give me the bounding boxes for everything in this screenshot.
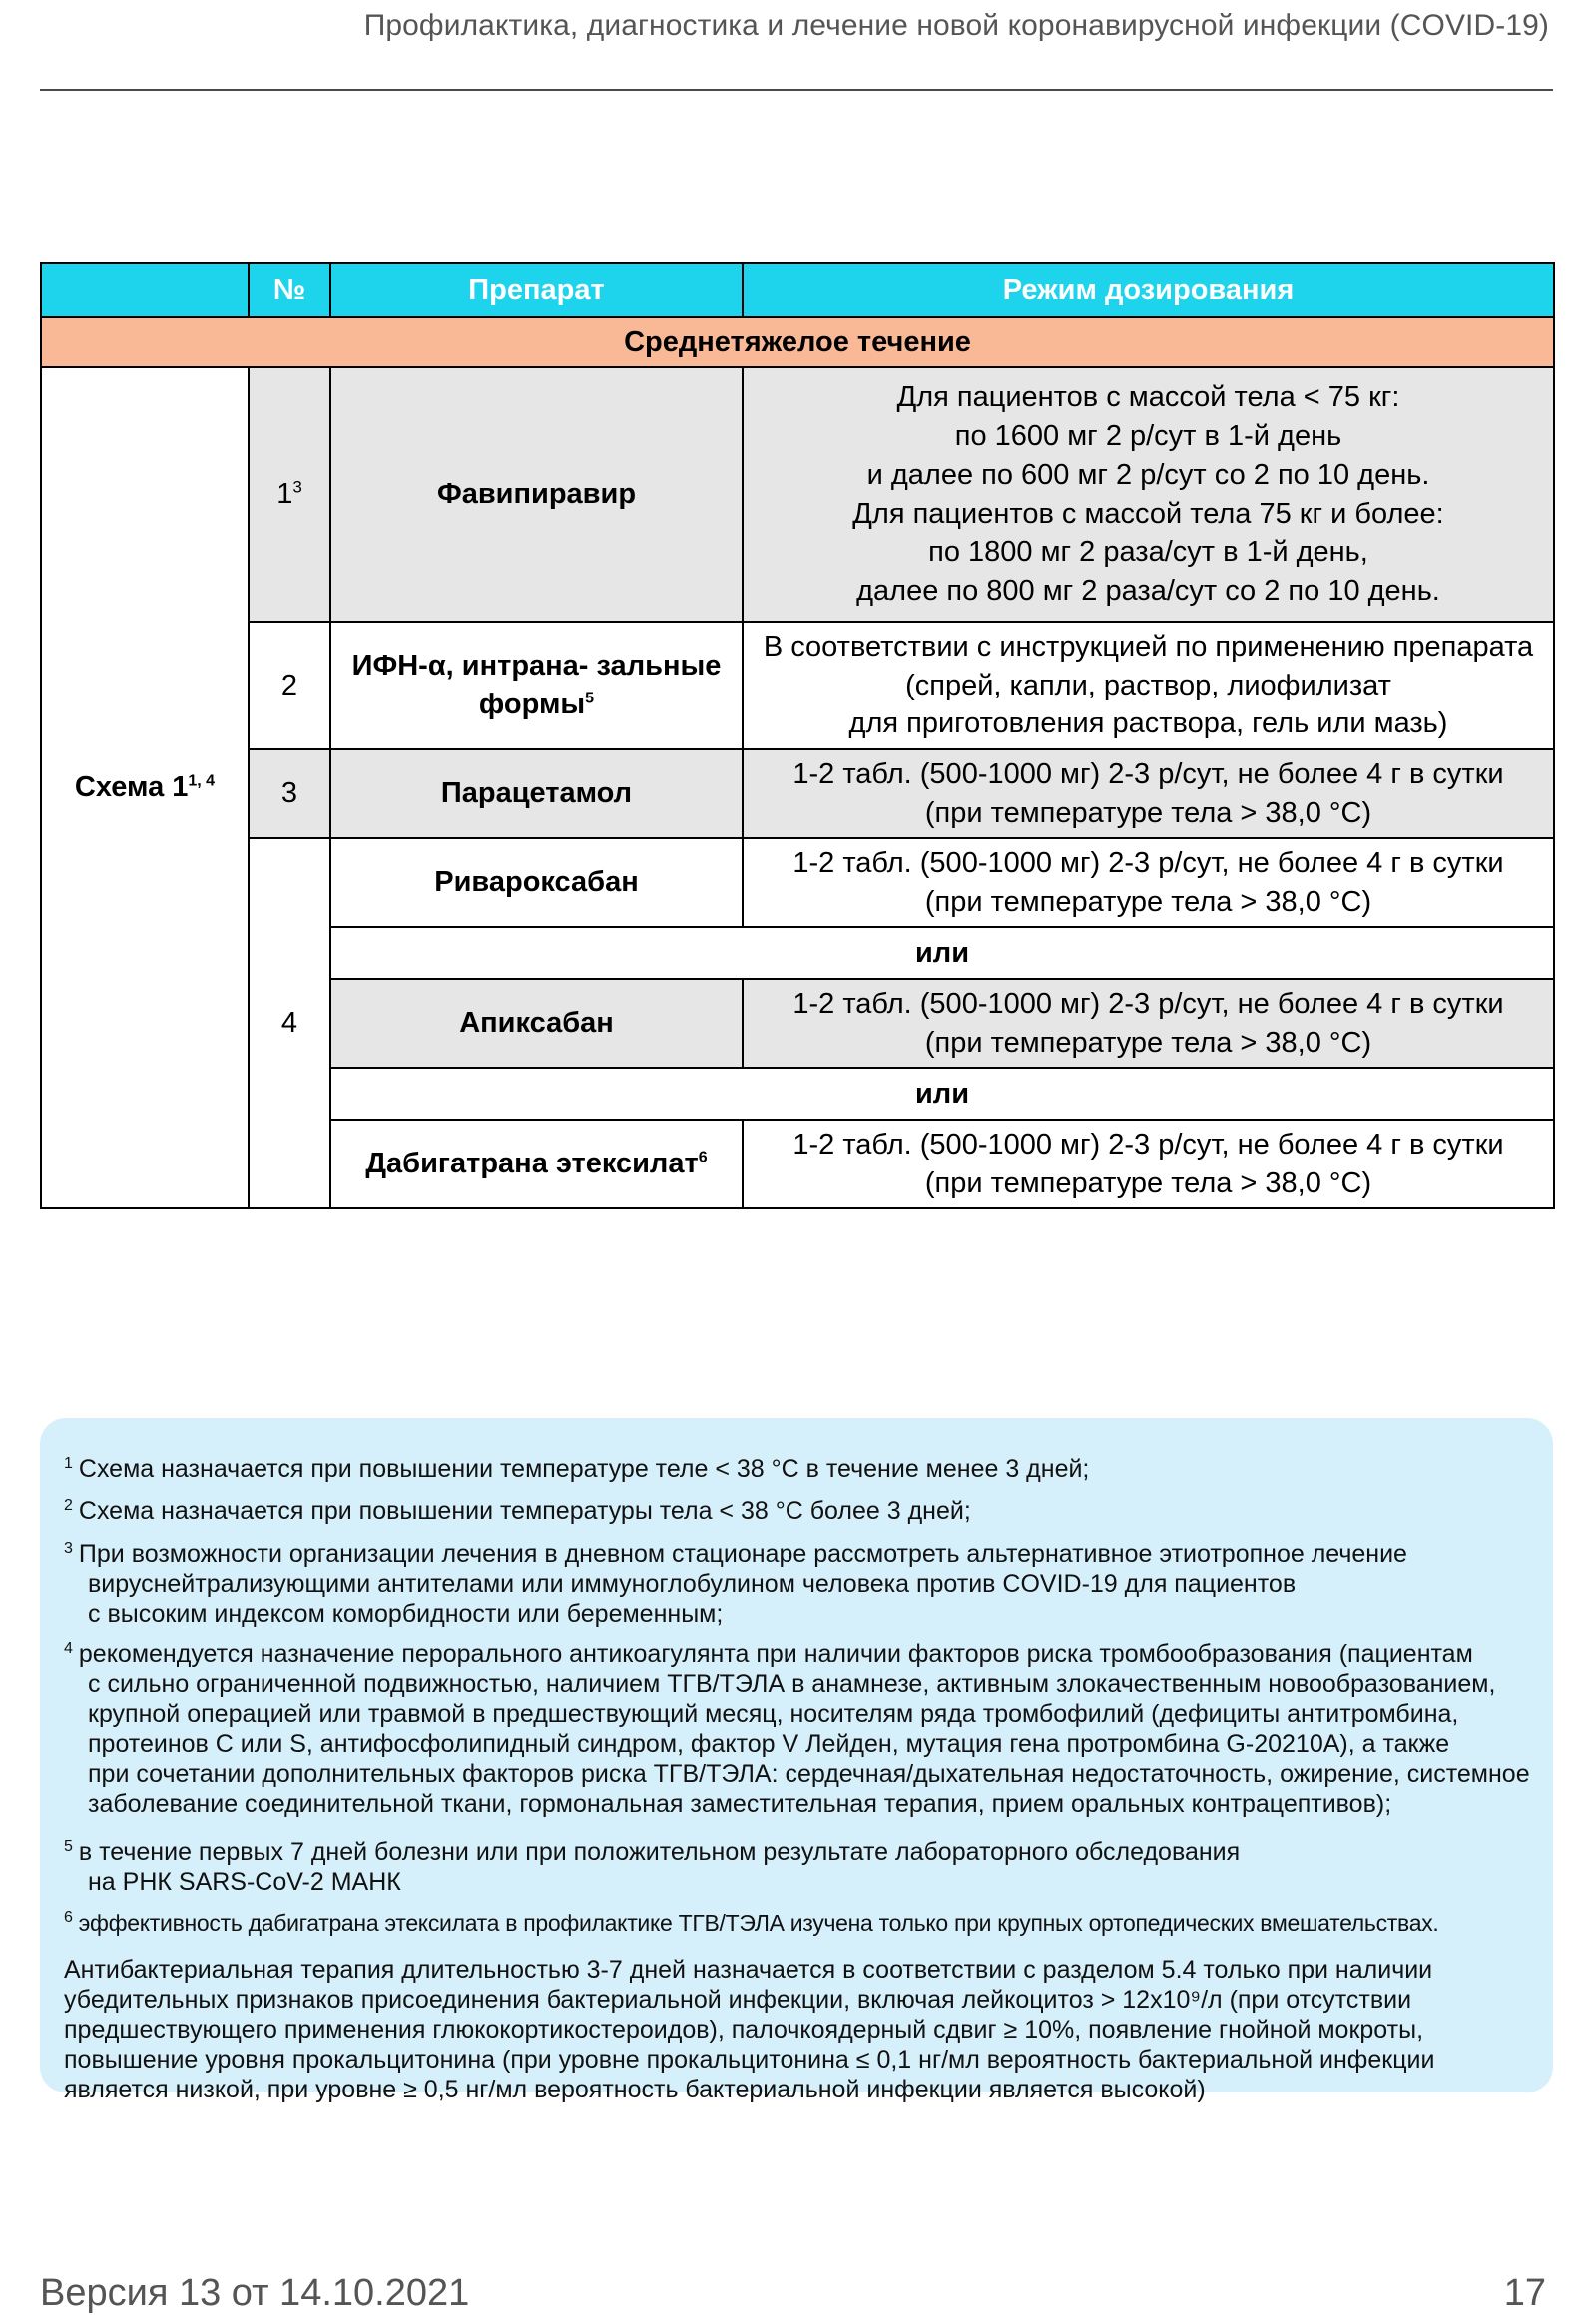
scheme-footnote-ref: 1, 4 bbox=[188, 772, 216, 790]
dosing-cell bbox=[743, 1120, 1554, 1208]
dosing-line: 1-2 табл. (500-1000 мг) 2-3 р/сут, не более 4 г в сутки bbox=[792, 757, 1504, 790]
footnote bbox=[64, 1539, 1531, 1628]
dosing-cell bbox=[743, 622, 1554, 749]
footnote bbox=[64, 1496, 1531, 1526]
footnote-marker: 1 bbox=[64, 1454, 73, 1472]
footnote-line: крупной операцией или травмой в предшествующий месяц, носителям ряда тромбофилий (дефициты антитромбина, bbox=[88, 1700, 1459, 1728]
drug-name-cell bbox=[330, 979, 743, 1068]
dosing-line: (при температуре тела > 38,0 °С) bbox=[924, 796, 1372, 829]
footnote-marker: 5 bbox=[64, 1837, 73, 1855]
footnote-line: повышение уровня прокальцитонина (при уровне прокальцитонина ≤ 0,1 нг/мл вероятность бактериальной инфекции bbox=[64, 2046, 1435, 2074]
drug-name: Апиксабан bbox=[459, 1007, 614, 1040]
footnote bbox=[64, 1639, 1531, 1819]
or-separator: или bbox=[330, 1068, 1554, 1120]
dosing-line: по 1600 мг 2 р/сут в 1-й день bbox=[954, 419, 1342, 452]
footnote-line: рекомендуется назначение перорального антикоагулянта при наличии факторов риска тромбообразования (пациентам bbox=[78, 1640, 1473, 1668]
drug-footnote-ref: 6 bbox=[698, 1149, 708, 1166]
footnote-marker: 3 bbox=[64, 1539, 73, 1557]
footnote-marker: 4 bbox=[64, 1639, 73, 1657]
footnote-line: с сильно ограниченной подвижностью, наличием ТГВ/ТЭЛА в анамнезе, активным злокачественным новообразованием, bbox=[88, 1670, 1496, 1698]
column-header-drug: Препарат bbox=[330, 263, 743, 317]
footnote-line: с высоким индексом коморбидности или беременным; bbox=[88, 1600, 724, 1627]
drug-name: Парацетамол bbox=[440, 777, 633, 810]
row-number: 3 bbox=[280, 777, 298, 810]
dosing-line: В соответствии с инструкцией по применению препарата bbox=[763, 630, 1534, 663]
drug-name: Дабигатрана этексилат bbox=[365, 1148, 699, 1180]
drug-name-cell bbox=[330, 749, 743, 838]
footnote-line: предшествующего применения глюкокортикостероидов), палочкоядерный сдвиг ≥ 10%, появление гнойной мокроты, bbox=[64, 2016, 1424, 2044]
footnote-line: вируснейтрализующими антителами или иммуноглобулином человека против COVID-19 для пациентов bbox=[88, 1570, 1297, 1598]
footnote bbox=[64, 1454, 1531, 1484]
footnote-line: является низкой, при уровне ≥ 0,5 нг/мл вероятность бактериальной инфекции является высокой) bbox=[64, 2076, 1206, 2103]
dosing-cell bbox=[743, 838, 1554, 927]
dosing-line: (при температуре тела > 38,0 °С) bbox=[924, 1166, 1372, 1199]
dosing-line: Для пациентов с массой тела < 75 кг: bbox=[896, 380, 1400, 413]
row-number-cell bbox=[249, 838, 330, 1208]
table-header-row bbox=[41, 263, 1554, 317]
footnote-line: Схема назначается при повышении температуре теле < 38 °С в течение менее 3 дней; bbox=[78, 1455, 1090, 1483]
or-separator: или bbox=[330, 927, 1554, 979]
drug-name-cell bbox=[330, 1120, 743, 1208]
dosing-line: Для пациентов с массой тела 75 кг и более: bbox=[852, 497, 1444, 530]
dosing-line: 1-2 табл. (500-1000 мг) 2-3 р/сут, не более 4 г в сутки bbox=[792, 987, 1504, 1020]
column-header-number: № bbox=[249, 263, 330, 317]
drug-footnote-ref: 5 bbox=[585, 690, 595, 707]
footnote-line: протеинов С или S, антифосфолипидный синдром, фактор V Лейден, мутация гена протромбина G-20210A), а также bbox=[88, 1730, 1450, 1758]
dosing-line: далее по 800 мг 2 раза/сут со 2 по 10 день. bbox=[856, 575, 1440, 608]
dosing-line: и далее по 600 мг 2 р/сут со 2 по 10 день. bbox=[866, 458, 1430, 491]
footnote bbox=[64, 1837, 1531, 1897]
footnote-line: на РНК SARS-CoV-2 МАНК bbox=[88, 1868, 401, 1896]
page-number: 17 bbox=[1503, 2272, 1546, 2314]
dosing-line: (при температуре тела > 38,0 °С) bbox=[924, 885, 1372, 918]
footnote-line: Антибактериальная терапия длительностью 3-7 дней назначается в соответствии с разделом 5.4 только при наличии bbox=[64, 1956, 1433, 1984]
row-number: 4 bbox=[280, 1007, 298, 1040]
footnote-line: эффективность дабигатрана этексилата в профилактике ТГВ/ТЭЛА изучена только при крупных ортопедических вмешательствах. bbox=[78, 1910, 1439, 1936]
footnote bbox=[64, 1908, 1531, 1938]
footnotes-box bbox=[40, 1418, 1553, 2103]
scheme-label: Схема 1 bbox=[74, 771, 189, 804]
page-header bbox=[40, 0, 1553, 91]
drug-name: ИФН-α, интрана- зальные формы bbox=[351, 650, 722, 720]
scheme-cell bbox=[41, 367, 249, 1208]
footnote-line: при сочетании дополнительных факторов риска ТГВ/ТЭЛА: сердечная/дыхательная недостаточность, ожирение, системное bbox=[88, 1760, 1530, 1788]
footnote-line: Схема назначается при повышении температуры тела < 38 °С более 3 дней; bbox=[78, 1497, 971, 1525]
row-number-cell bbox=[249, 749, 330, 838]
table-row bbox=[41, 622, 1554, 749]
dosing-line: для приготовления раствора, гель или мазь) bbox=[848, 707, 1448, 740]
table-row bbox=[41, 367, 1554, 622]
version-label: Версия 13 от 14.10.2021 bbox=[40, 2272, 470, 2314]
row-number: 1 bbox=[276, 478, 293, 511]
document-title: Профилактика, диагностика и лечение новой коронавирусной инфекции (COVID-19) bbox=[363, 9, 1549, 42]
column-header-dosing: Режим дозирования bbox=[743, 263, 1554, 317]
dosing-cell bbox=[743, 367, 1554, 622]
footnote-line: в течение первых 7 дней болезни или при положительном результате лабораторного обследования bbox=[78, 1838, 1241, 1866]
dosing-cell bbox=[743, 749, 1554, 838]
drug-name: Фавипиравир bbox=[436, 478, 637, 511]
row-number-cell bbox=[249, 367, 330, 622]
table-row bbox=[41, 838, 1554, 927]
drug-name-cell bbox=[330, 838, 743, 927]
footnote-marker: 6 bbox=[64, 1909, 73, 1927]
footnote-line: заболевание соединительной ткани, гормональная заместительная терапия, прием оральных контрацептивов); bbox=[88, 1790, 1392, 1818]
severity-row bbox=[41, 317, 1554, 367]
drug-name: Ривароксабан bbox=[434, 866, 639, 899]
row-number: 2 bbox=[280, 669, 298, 701]
dosing-line: по 1800 мг 2 раза/сут в 1-й день, bbox=[928, 536, 1368, 569]
table-row bbox=[41, 749, 1554, 838]
footnote-line: убедительных признаков присоединения бактериальной инфекции, включая лейкоцитоз > 12х10⁹/л (при отсутствии bbox=[64, 1986, 1412, 2014]
drug-name-cell bbox=[330, 622, 743, 749]
antibacterial-note bbox=[64, 1955, 1531, 2104]
dosing-line: (спрей, капли, раствор, лиофилизат bbox=[905, 669, 1391, 701]
dosing-line: 1-2 табл. (500-1000 мг) 2-3 р/сут, не более 4 г в сутки bbox=[792, 846, 1504, 879]
dosing-line: (при температуре тела > 38,0 °С) bbox=[924, 1026, 1372, 1059]
severity-label: Среднетяжелое течение bbox=[41, 317, 1554, 367]
header-empty-cell bbox=[41, 263, 249, 317]
row-number-cell bbox=[249, 622, 330, 749]
dosing-cell bbox=[743, 979, 1554, 1068]
dosing-line: 1-2 табл. (500-1000 мг) 2-3 р/сут, не более 4 г в сутки bbox=[792, 1128, 1504, 1161]
dosing-table bbox=[40, 262, 1555, 1209]
row-number-footnote-ref: 3 bbox=[292, 477, 302, 497]
footnote-line: При возможности организации лечения в дневном стационаре рассмотреть альтернативное этиотропное лечение bbox=[78, 1540, 1407, 1568]
drug-name-cell bbox=[330, 367, 743, 622]
footnote-marker: 2 bbox=[64, 1496, 73, 1514]
